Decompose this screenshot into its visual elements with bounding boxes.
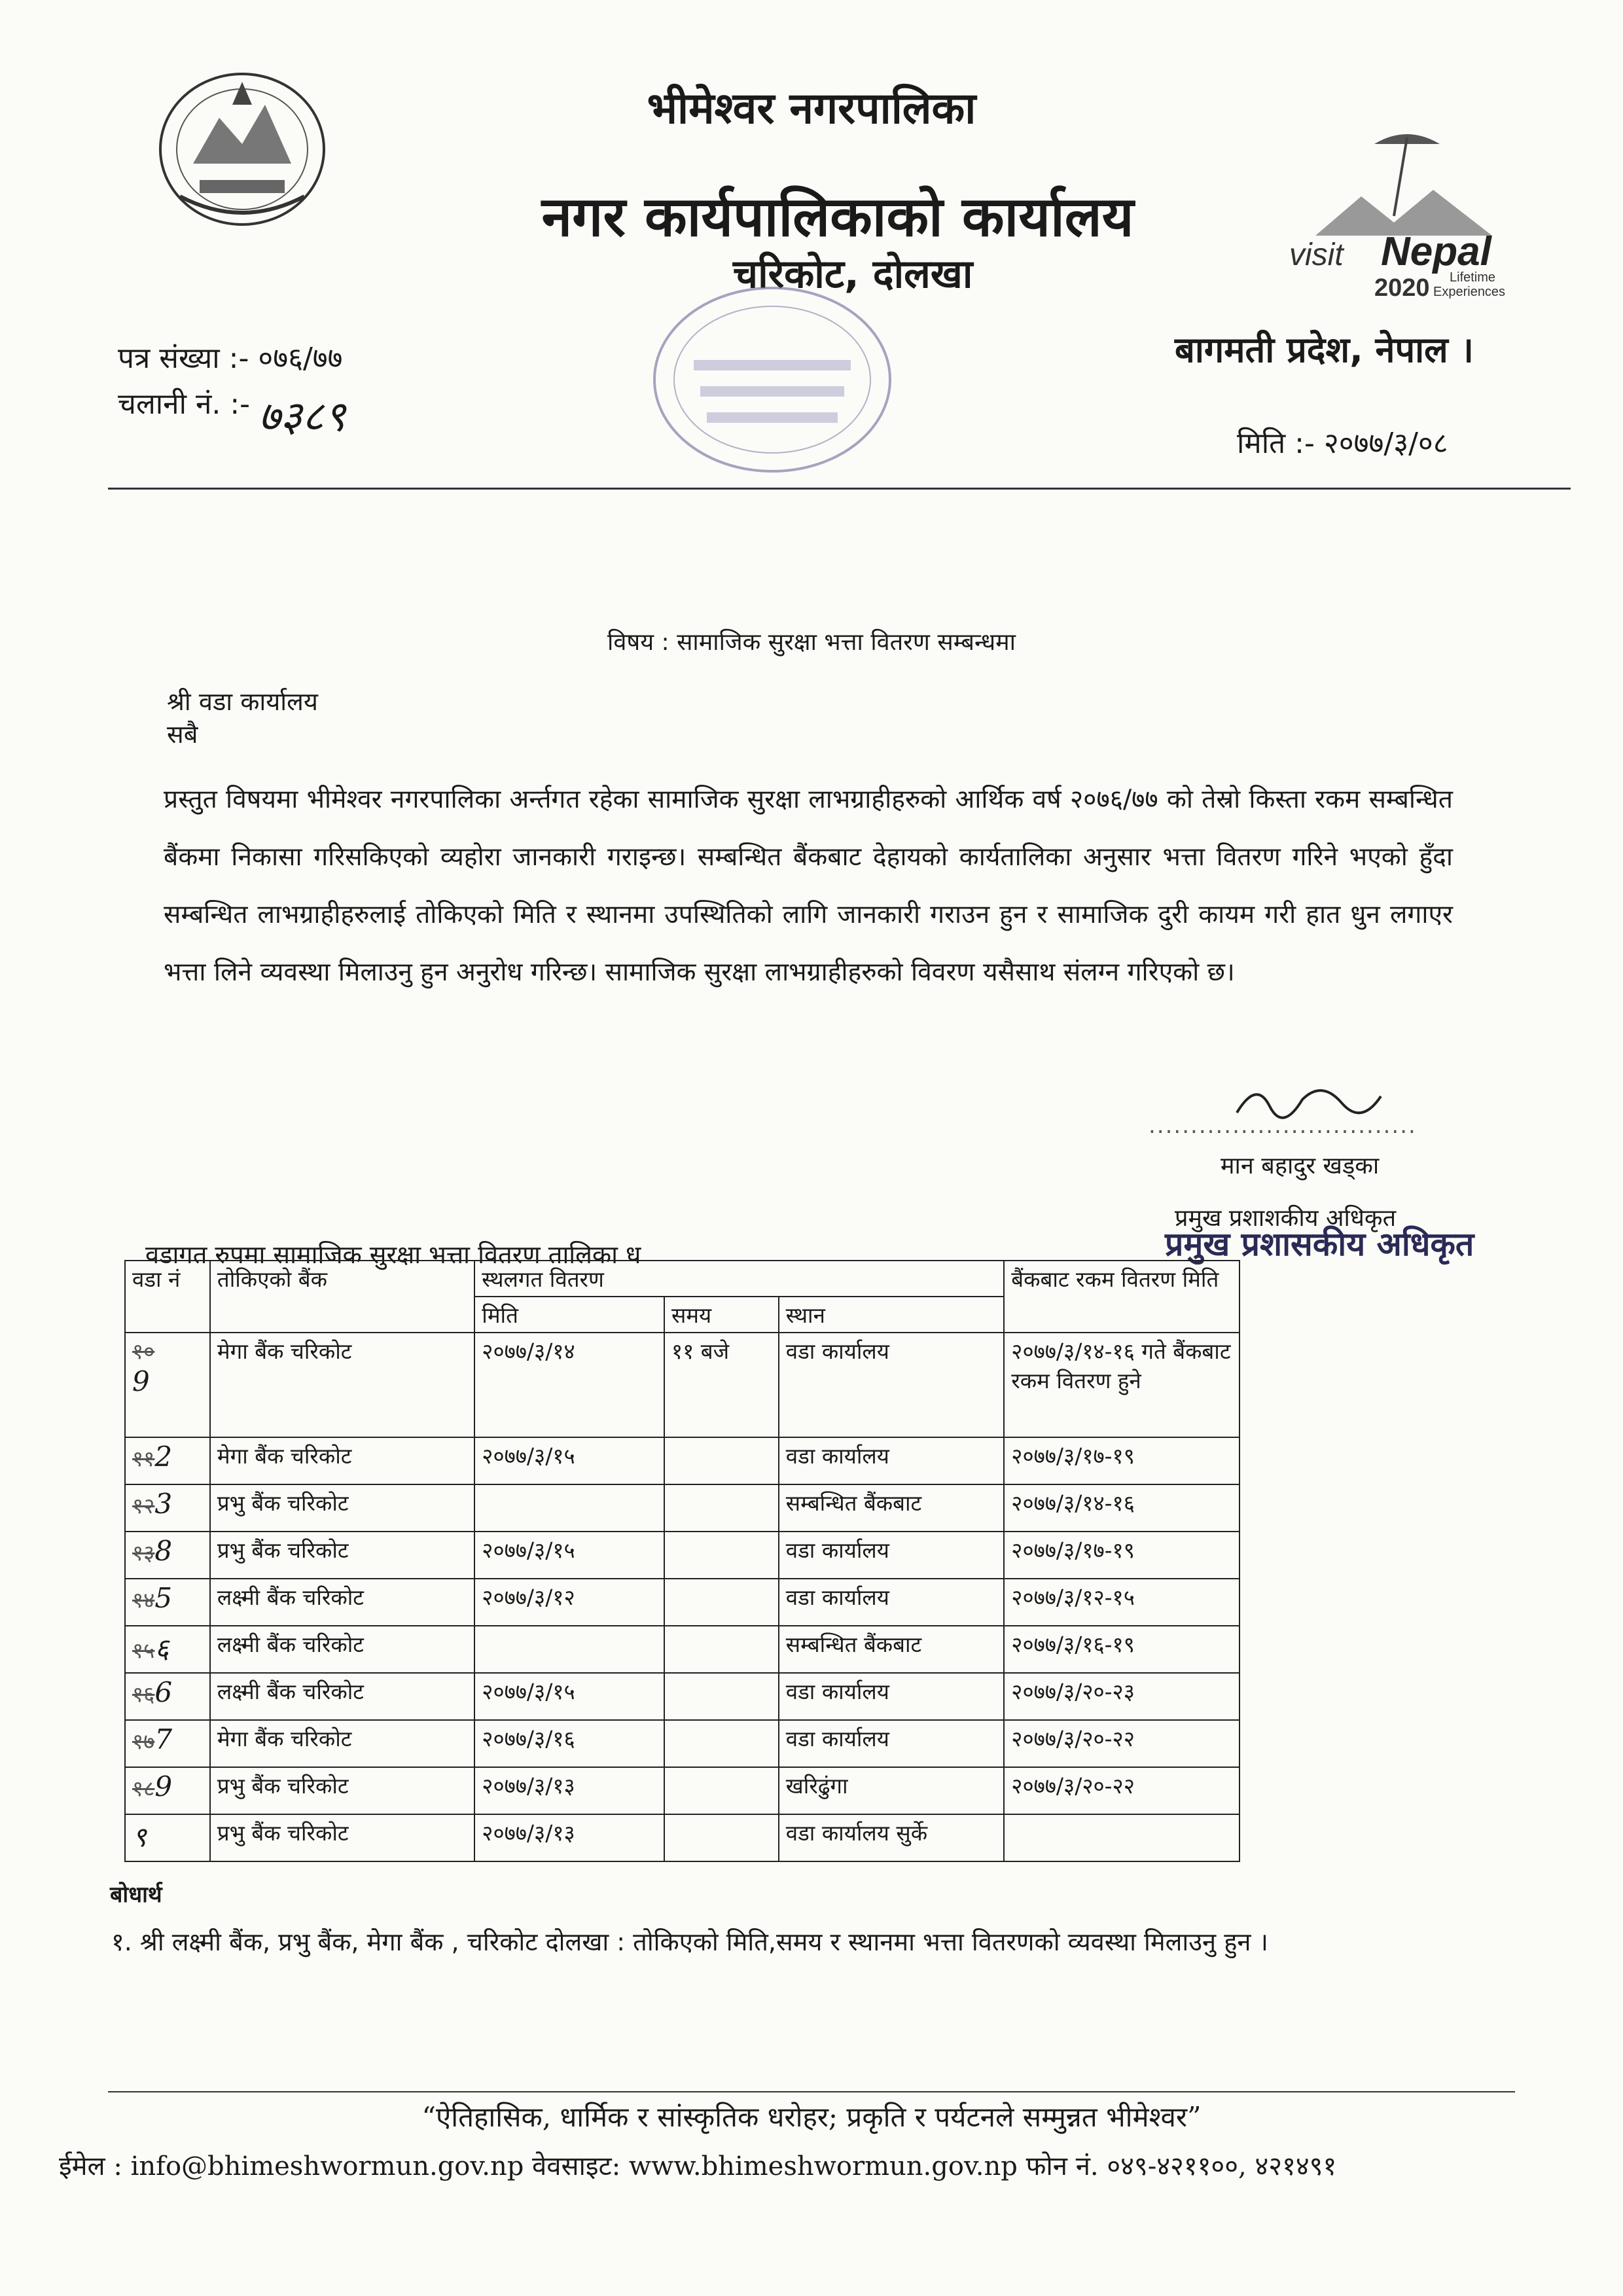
ward-cell — [125, 1333, 210, 1437]
cell-time — [664, 1484, 779, 1532]
dispatch-number: ७३८९ — [259, 393, 346, 441]
header-place: स्थान — [779, 1297, 1005, 1333]
cell-place: वडा कार्यालय सुर्के — [779, 1814, 1005, 1861]
table-row — [125, 1437, 1240, 1484]
addressee-line2: सबै — [167, 720, 198, 749]
cell-date: २०७७/३/१४ — [474, 1333, 664, 1437]
cell-bank: मेगा बैंक चरिकोट — [210, 1437, 474, 1484]
svg-text:Experiences: Experiences — [1433, 285, 1506, 299]
cell-place: वडा कार्यालय — [779, 1532, 1005, 1579]
cell-time: ११ बजे — [664, 1333, 779, 1437]
subject-line: विषय : सामाजिक सुरक्षा भत्ता वितरण सम्बन्धमा — [607, 629, 1016, 656]
cell-date: २०७७/३/१५ — [474, 1437, 664, 1484]
ward-cell — [125, 1484, 210, 1532]
designation-stamp: प्रमुख प्रशासकीय अधिकृत — [1165, 1225, 1474, 1263]
ward-new-number: 5 — [154, 1582, 173, 1614]
header-date: मिति — [474, 1297, 664, 1333]
cell-place: वडा कार्यालय — [779, 1579, 1005, 1626]
cell-bank: लक्ष्मी बैंक चरिकोट — [210, 1579, 474, 1626]
cell-date: २०७७/३/१३ — [474, 1767, 664, 1814]
notes-heading: बोधार्थ — [110, 1882, 162, 1908]
ward-old-number: ११ — [132, 1446, 155, 1471]
header-local-distribution: स्थलगत वितरण — [474, 1261, 1004, 1297]
signatory-name: मान बहादुर खड्का — [1221, 1153, 1380, 1179]
ward-cell — [125, 1532, 210, 1579]
cell-bank: प्रभु बैंक चरिकोट — [210, 1814, 474, 1861]
cell-place: वडा कार्यालय — [779, 1333, 1005, 1437]
visit-nepal-logo — [1276, 124, 1558, 308]
ward-new-number: ९ — [132, 1821, 147, 1853]
ward-old-number: १७ — [132, 1729, 155, 1754]
ward-old-number: १४ — [132, 1587, 155, 1613]
ward-old-number: १३ — [132, 1540, 155, 1566]
office-stamp-icon — [641, 281, 903, 497]
header-bank-date: बैंकबाट रकम वितरण मिति — [1004, 1261, 1240, 1333]
cell-time — [664, 1814, 779, 1861]
ward-cell — [125, 1437, 210, 1484]
municipality-name: भीमेश्वर नगरपालिका — [647, 83, 976, 134]
ward-cell — [125, 1626, 210, 1673]
cell-bank: प्रभु बैंक चरिकोट — [210, 1532, 474, 1579]
cell-date: २०७७/३/१२ — [474, 1579, 664, 1626]
ward-old-number: १८ — [132, 1776, 155, 1801]
province: बागमती प्रदेश, नेपाल । — [1175, 329, 1474, 370]
cell-bank-date: २०७७/३/१६-१९ — [1004, 1626, 1240, 1673]
addressee-line1: श्री वडा कार्यालय — [167, 687, 318, 716]
cell-bank-date: २०७७/३/१४-१६ — [1004, 1484, 1240, 1532]
cell-bank-date — [1004, 1814, 1240, 1861]
table-row — [125, 1814, 1240, 1861]
cell-place: वडा कार्यालय — [779, 1720, 1005, 1767]
cell-bank-date: २०७७/३/१७-१९ — [1004, 1437, 1240, 1484]
cell-bank: मेगा बैंक चरिकोट — [210, 1720, 474, 1767]
office-location: चरिकोट, दोलखा — [733, 251, 973, 297]
cell-time — [664, 1579, 779, 1626]
table-row — [125, 1720, 1240, 1767]
svg-text:2020: 2020 — [1374, 274, 1430, 302]
cell-place: खरिढुंगा — [779, 1767, 1005, 1814]
cell-place: वडा कार्यालय — [779, 1673, 1005, 1720]
svg-text:visit: visit — [1289, 238, 1344, 272]
ward-new-number: 3 — [154, 1488, 173, 1520]
body-paragraph: प्रस्तुत विषयमा भीमेश्वर नगरपालिका अर्न्तगत रहेका सामाजिक सुरक्षा लाभग्राहीहरुको आर्थिक वर्ष २०७६/७७ को तेस्रो किस्ता रकम सम्बन्धित बैंकमा निकासा गरिसकिएको व्यहोरा जानकारी गराइन्छ। सम्बन्धित बैंकबाट देहायको कार्यतालिका अनुसार भत्ता वितरण गरिने भएको हुँदा सम्बन्धित लाभग्राहीहरुलाई तोकिएको मिति र स्थानमा उपस्थितिको लागि जानकारी गराउन हुन र सामाजिक दुरी कायम गरी हात धुन लगाएर भत्ता लिने व्यवस्था मिलाउनु हुन अनुरोध गरिन्छ। सामाजिक सुरक्षा लाभग्राहीहरुको विवरण यसैसाथ संलग्न गरिएको छ। — [164, 785, 1453, 987]
cell-bank: प्रभु बैंक चरिकोट — [210, 1767, 474, 1814]
cell-bank: मेगा बैंक चरिकोट — [210, 1333, 474, 1437]
cell-bank: प्रभु बैंक चरिकोट — [210, 1484, 474, 1532]
ward-cell — [125, 1579, 210, 1626]
cell-date — [474, 1626, 664, 1673]
cell-date: २०७७/३/१५ — [474, 1532, 664, 1579]
cell-time — [664, 1437, 779, 1484]
ward-cell — [125, 1767, 210, 1814]
cell-bank-date: २०७७/३/२०-२२ — [1004, 1767, 1240, 1814]
cell-bank: लक्ष्मी बैंक चरिकोट — [210, 1673, 474, 1720]
ward-old-number: १० — [132, 1338, 155, 1364]
cell-place: सम्बन्धित बैंकबाट — [779, 1626, 1005, 1673]
svg-text:Nepal: Nepal — [1381, 229, 1491, 274]
table-row — [125, 1626, 1240, 1673]
cell-time — [664, 1673, 779, 1720]
cell-time — [664, 1720, 779, 1767]
ward-cell — [125, 1673, 210, 1720]
cell-date: २०७७/३/१६ — [474, 1720, 664, 1767]
cell-date: २०७७/३/१३ — [474, 1814, 664, 1861]
cell-place: वडा कार्यालय — [779, 1437, 1005, 1484]
ward-old-number: १६ — [132, 1681, 155, 1707]
office-name: नगर कार्यपालिकाको कार्यालय — [541, 185, 1134, 249]
cell-date: २०७७/३/१५ — [474, 1673, 664, 1720]
footer-divider — [108, 2091, 1515, 2092]
letter-date: मिति :- २०७७/३/०८ — [1237, 427, 1448, 460]
ward-new-number: 8 — [154, 1535, 173, 1567]
cell-bank-date: २०७७/३/२०-२२ — [1004, 1720, 1240, 1767]
distribution-table — [124, 1260, 1240, 1862]
ward-new-number: ६ — [154, 1632, 169, 1664]
cell-time — [664, 1532, 779, 1579]
table-row — [125, 1767, 1240, 1814]
table-title: वडागत रुपमा सामाजिक सुरक्षा भत्ता वितरण तालिका ध — [145, 1240, 641, 1269]
header-time: समय — [664, 1297, 779, 1333]
cell-date — [474, 1484, 664, 1532]
cell-bank-date: २०७७/३/२०-२३ — [1004, 1673, 1240, 1720]
ward-old-number: १२ — [132, 1493, 155, 1518]
table-row — [125, 1579, 1240, 1626]
ward-old-number: १५ — [132, 1638, 155, 1663]
svg-text:Lifetime: Lifetime — [1450, 270, 1496, 285]
cell-bank-date: २०७७/३/१४-१६ गते बैंकबाट रकम वितरण हुने — [1004, 1333, 1240, 1437]
table-row — [125, 1673, 1240, 1720]
ward-new-number: 6 — [154, 1676, 173, 1708]
cell-time — [664, 1767, 779, 1814]
ward-new-number: 9 — [132, 1365, 150, 1397]
cell-time — [664, 1626, 779, 1673]
ward-new-number: 2 — [154, 1441, 173, 1473]
footer-motto: “ऐतिहासिक, धार्मिक र सांस्कृतिक धरोहर; प्रकृति र पर्यटनले सम्मुन्नत भीमेश्वर” — [421, 2101, 1202, 2133]
header-divider — [108, 488, 1571, 490]
ward-new-number: 7 — [154, 1723, 173, 1755]
footer-contact: ईमेल : info@bhimeshwormun.gov.np वेवसाइट: www.bhimeshwormun.gov.np फोन नं. ०४९-४२११००, ४२१४९१ — [59, 2151, 1337, 2181]
ward-new-number: 9 — [154, 1770, 173, 1803]
note-item-1: १. श्री लक्ष्मी बैंक, प्रभु बैंक, मेगा बैंक , चरिकोट दोलखा : तोकिएको मिति,समय र स्थानमा भत्ता वितरणको व्यवस्था मिलाउनु हुन । — [111, 1928, 1268, 1956]
cell-bank: लक्ष्मी बैंक चरिकोट — [210, 1626, 474, 1673]
letter-number: पत्र संख्या :- ०७६/७७ — [118, 342, 343, 375]
cell-place: सम्बन्धित बैंकबाट — [779, 1484, 1005, 1532]
table-row — [125, 1484, 1240, 1532]
table-header-row — [125, 1261, 1240, 1297]
dispatch-label: चलानी नं. :- — [118, 387, 251, 421]
ward-cell — [125, 1814, 210, 1861]
cell-bank-date: २०७७/३/१७-१९ — [1004, 1532, 1240, 1579]
signature-dots: ................................ — [1149, 1113, 1417, 1139]
table-row — [125, 1532, 1240, 1579]
table-row — [125, 1333, 1240, 1437]
signatory-title: प्रमुख प्रशाशकीय अधिकृत — [1175, 1205, 1397, 1232]
cell-bank-date: २०७७/३/१२-१५ — [1004, 1579, 1240, 1626]
header-bank: तोकिएको बैंक — [210, 1261, 474, 1333]
header-ward: वडा नं — [125, 1261, 210, 1333]
ward-cell — [125, 1720, 210, 1767]
